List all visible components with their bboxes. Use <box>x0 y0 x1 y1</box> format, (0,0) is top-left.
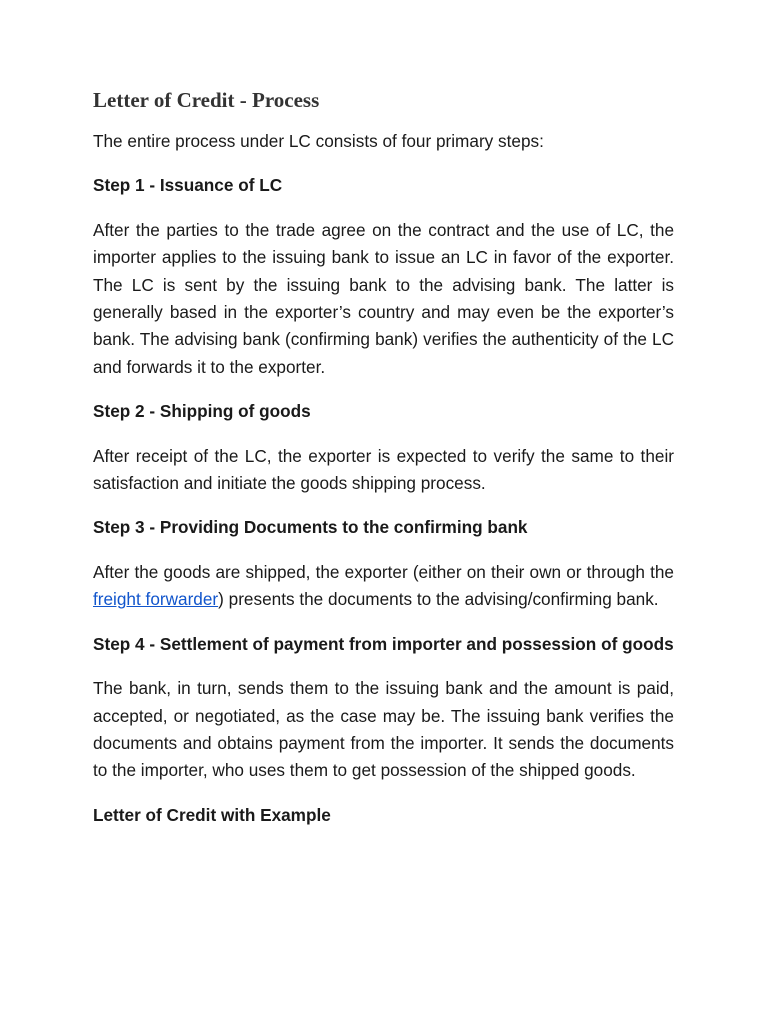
step-2-paragraph: After receipt of the LC, the exporter is expected to verify the same to their satisfaction and initiate the goods shipping process. <box>93 445 674 494</box>
step-4-heading: Step 4 - Settlement of payment from importer and possession of goods <box>93 633 674 654</box>
step-3-text-after: ) presents the documents to the advising/confirming bank. <box>218 589 659 610</box>
step-4-paragraph: The bank, in turn, sends them to the issuing bank and the amount is paid, accepted, or negotiated, as the case may be. The issuing bank verifies the documents and obtains payment from the importer. It sends the documents to the importer, who uses them to get possession of the shipped goods. <box>93 678 674 781</box>
example-section-heading: Letter of Credit with Example <box>93 804 331 825</box>
step-3-heading: Step 3 - Providing Documents to the confirming bank <box>93 517 528 538</box>
step-1-heading: Step 1 - Issuance of LC <box>93 175 283 196</box>
step-3-paragraph <box>93 559 674 614</box>
page-title: Letter of Credit - Process <box>93 88 320 112</box>
document-page <box>93 86 674 846</box>
step-3-text-before: After the goods are shipped, the exporter (either on their own or through the <box>93 561 674 582</box>
step-2-heading: Step 2 - Shipping of goods <box>93 401 311 422</box>
step-1-paragraph: After the parties to the trade agree on the contract and the use of LC, the importer applies to the issuing bank to issue an LC in favor of the exporter. The LC is sent by the issuing bank to the advising bank. The latter is generally based in the exporter’s country and may even be the exporter’s bank. The advising bank (confirming bank) verifies the authenticity of the LC and forwards it to the exporter. <box>93 219 674 377</box>
freight-forwarder-link[interactable]: freight forwarder <box>93 589 219 610</box>
intro-paragraph: The entire process under LC consists of four primary steps: <box>93 131 544 151</box>
